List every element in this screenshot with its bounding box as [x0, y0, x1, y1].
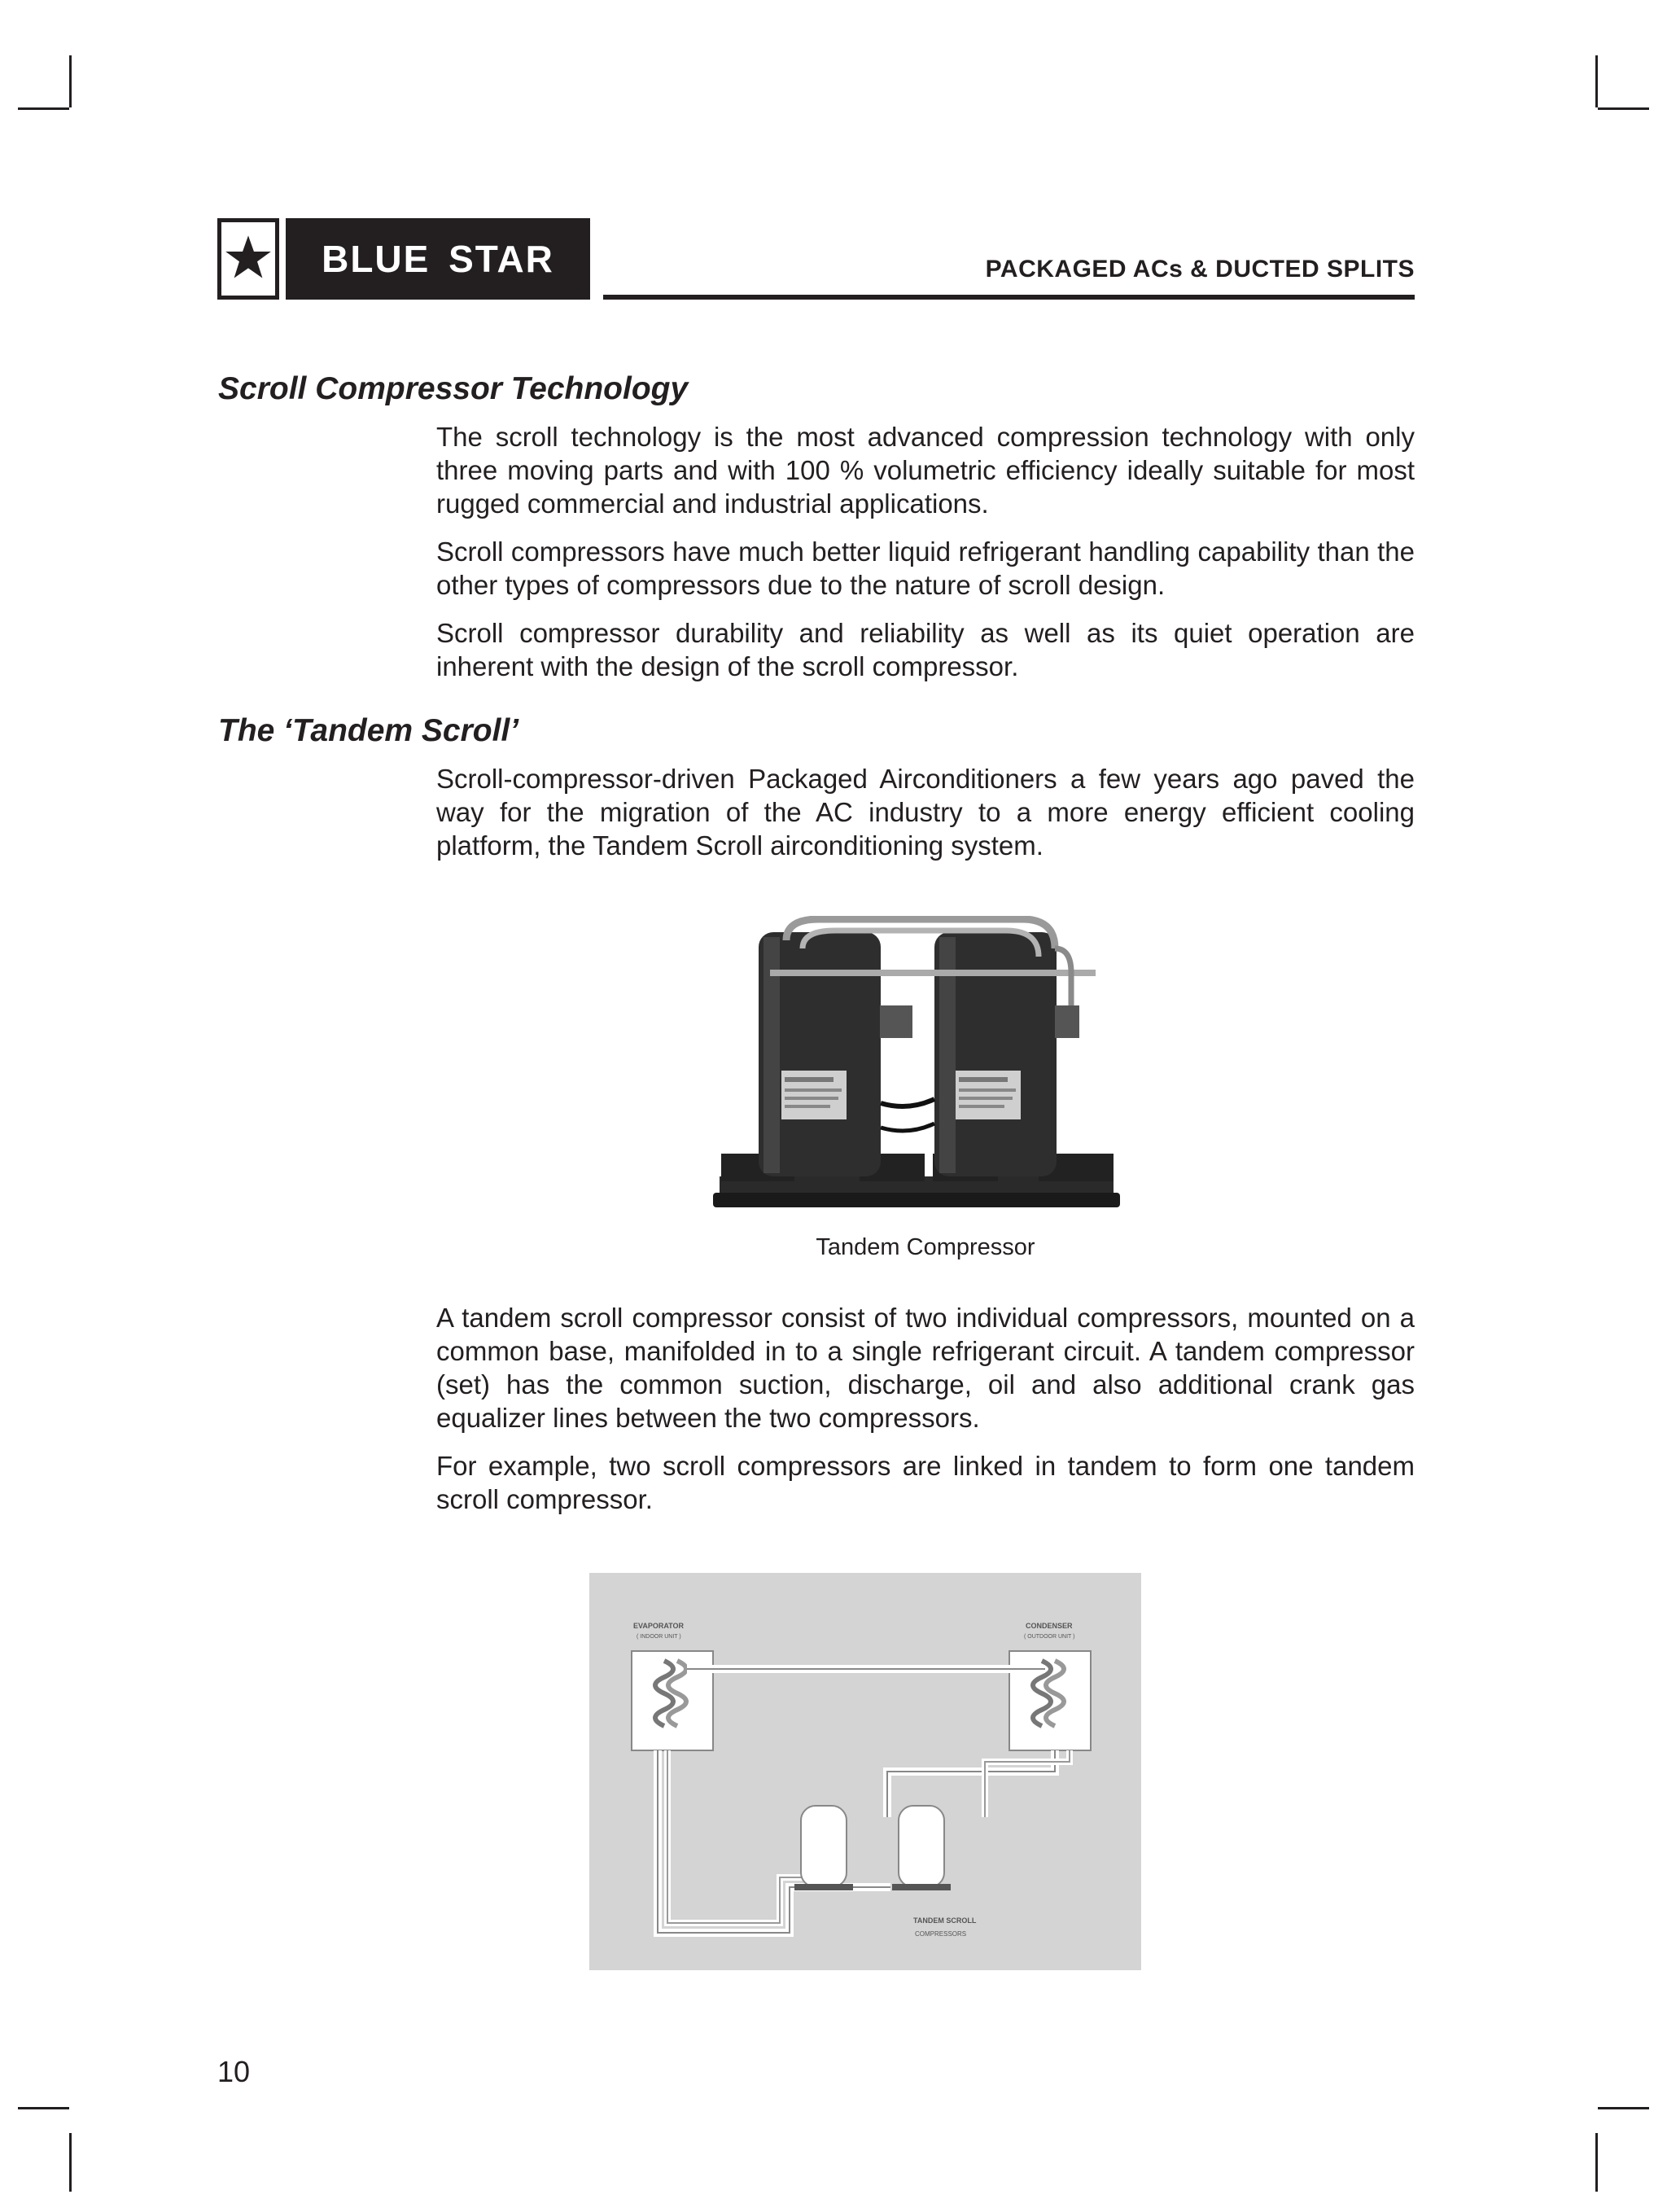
paragraph: Scroll compressors have much better liquid refrigerant handling capability than the other types of compressors due to the nature of scroll design.	[436, 537, 1415, 600]
brand-name: BLUE STAR	[286, 218, 590, 300]
star-icon	[225, 234, 272, 281]
crop-mark	[18, 107, 69, 110]
paragraph: Scroll-compressor-driven Packaged Airconditioners a few years ago paved the way for the migration of the AC industry to a more energy efficient cooling platform, the Tandem Scroll airconditioning system.	[436, 764, 1415, 861]
compressors-label: TANDEM SCROLL	[913, 1916, 977, 1925]
condenser-label: CONDENSER	[1026, 1622, 1073, 1630]
tandem-description	[436, 1301, 1415, 1531]
figure-caption: Tandem Compressor	[816, 1234, 1035, 1260]
crop-mark	[69, 2133, 72, 2192]
section-heading-scroll: Scroll Compressor Technology	[218, 371, 689, 406]
header-title: PACKAGED ACs & DUCTED SPLITS	[985, 256, 1415, 283]
evaporator-label: EVAPORATOR	[633, 1622, 685, 1630]
section-heading-tandem: The ‘Tandem Scroll’	[218, 713, 519, 748]
crop-mark	[1595, 55, 1598, 107]
crop-mark	[1595, 2133, 1598, 2192]
paragraph: The scroll technology is the most advanced compression technology with only three moving parts and with 100 % volumetric efficiency ideally suitable for most rugged commercial and industrial applications.	[436, 422, 1415, 519]
header-rule	[603, 295, 1415, 300]
evaporator-sublabel: ( INDOOR UNIT )	[637, 1634, 681, 1640]
crop-mark	[1598, 107, 1649, 110]
compressors-sublabel: COMPRESSORS	[915, 1930, 967, 1938]
refrigerant-circuit-diagram	[589, 1573, 1141, 1970]
paragraph: For example, two scroll compressors are linked in tandem to form one tandem scroll compressor.	[436, 1451, 1415, 1514]
crop-mark	[69, 55, 72, 107]
page-number: 10	[217, 2055, 251, 2088]
paragraph: Scroll compressor durability and reliability as well as its quiet operation are inherent with the design of the scroll compressor.	[436, 618, 1415, 681]
section-body-scroll	[436, 420, 1415, 698]
crop-mark	[1598, 2107, 1649, 2109]
section-body-tandem	[436, 762, 1415, 877]
condenser-sublabel: ( OUTDOOR UNIT )	[1024, 1634, 1075, 1640]
paragraph: A tandem scroll compressor consist of two individual compressors, mounted on a common base, manifolded in to a single refrigerant circuit. A tandem compressor (set) has the common suction, discharge, oil and also additional crank gas equalizer lines between the two compressors.	[436, 1303, 1415, 1433]
crop-mark	[18, 2107, 69, 2109]
tandem-compressor-photo	[713, 916, 1120, 1229]
brand-logo	[217, 218, 279, 300]
